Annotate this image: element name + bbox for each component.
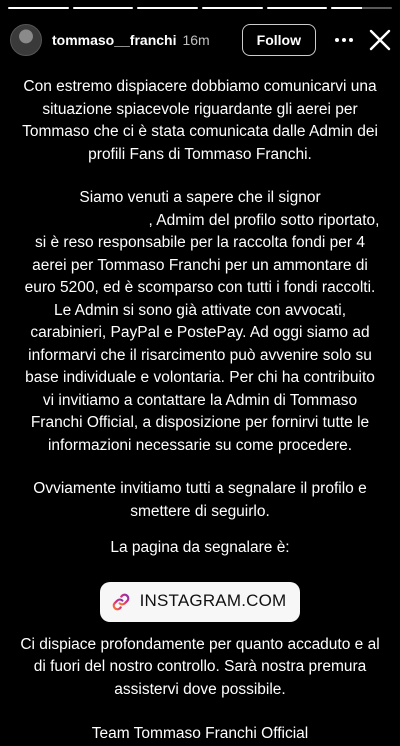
story-progress-fill <box>8 7 69 9</box>
username[interactable]: tommaso__franchi <box>52 32 177 48</box>
link-sticker[interactable] <box>100 582 301 622</box>
more-options-icon[interactable] <box>334 30 354 50</box>
story-header <box>10 22 392 58</box>
details-start: Siamo venuti a sapere che il signor <box>79 189 321 206</box>
close-icon[interactable] <box>368 28 392 52</box>
link-label: INSTAGRAM.COM <box>139 591 287 611</box>
post-time: 16m <box>182 32 210 48</box>
paragraph-page-to-report: La pagina da segnalare è: <box>110 539 290 556</box>
link-icon <box>110 591 132 613</box>
story-progress-bar <box>267 7 328 9</box>
paragraph-apology: Ci dispiace profondamente per quanto accaduto e al di fuori del nostro controllo. Sarà nostra premura assistervi dove possibile. <box>20 635 380 698</box>
story-progress-fill <box>267 7 328 9</box>
paragraph-report-request: Ovviamente invitiamo tutti a segnalare il profilo e smettere di seguirlo. <box>33 480 367 520</box>
details-end: , Admim del profilo sotto riportato, si è reso responsabile per la raccolta fondi per 4 aerei per Tommaso Franchi per un ammontare di euro 5200, ed è scomparso con tutti i fondi raccolti. Le Admin si sono già attivate con avvocati, carabinieri, PayPal e PostePay. Ad oggi siamo ad informarvi che il risarcimento può avvenire solo su base individuale e volontaria. Per chi ha contribuito vi invitiamo a contattare la Admin di Tommaso Franchi Official, a disposizione per fornirvi tutte le informazioni necessarie su come procedere. <box>24 211 380 454</box>
paragraph-details <box>18 187 382 457</box>
follow-button[interactable]: Follow <box>242 24 316 56</box>
story-progress-fill <box>331 7 361 9</box>
story-progress-bars <box>8 7 392 9</box>
story-progress-bar <box>137 7 198 9</box>
paragraph-intro: Con estremo dispiacere dobbiamo comunicarvi una situazione spiacevole riguardante gli aerei per Tommaso che ci è stata comunicata dalle Admin dei profili Fans di Tommaso Franchi. <box>22 78 378 163</box>
story-progress-fill <box>202 7 263 9</box>
redacted-name <box>21 211 149 227</box>
story-progress-bar <box>8 7 69 9</box>
signature: Team Tommaso Franchi Official <box>91 725 309 742</box>
story-progress-bar <box>331 7 392 9</box>
story-text <box>18 76 382 746</box>
story-progress-fill <box>137 7 198 9</box>
story-progress-bar <box>202 7 263 9</box>
story-progress-fill <box>73 7 134 9</box>
story-progress-bar <box>73 7 134 9</box>
avatar[interactable] <box>10 24 42 56</box>
